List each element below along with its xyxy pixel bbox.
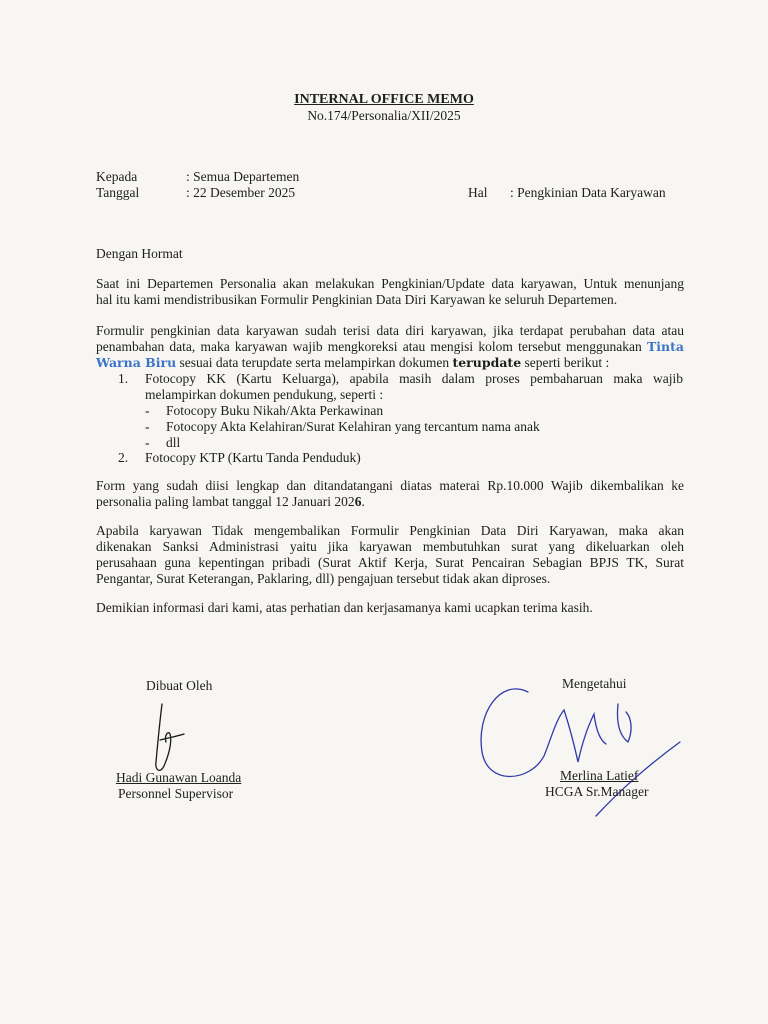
bold-term: terupdate <box>452 355 522 370</box>
paragraph-line: Saat ini Departemen Personalia akan melakukan Pengkinian/Update data karyawan, Untuk menunjang <box>96 276 684 291</box>
tanggal-value: : 22 Desember 2025 <box>186 185 296 200</box>
list-dash: - <box>145 403 150 418</box>
list-subitem: Fotocopy Akta Kelahiran/Surat Kelahiran yang tercantum nama anak <box>166 419 540 434</box>
paragraph-line: hal itu kami mendistribusikan Formulir Pengkinian Data Diri Karyawan ke seluruh Departemen. <box>96 292 618 307</box>
blue-ink-highlight: Tinta <box>646 339 684 354</box>
paragraph-line: dikenakan Sanksi Administrasi yaitu jika karyawan membutuhkan surat yang dikeluarkan oleh <box>96 539 684 554</box>
tanggal-label: Tanggal <box>96 185 140 200</box>
handwritten-correction: 6 <box>354 494 362 509</box>
paragraph-line: perusahaan guna kepentingan pribadi (Surat Aktif Kerja, Surat Pencairan Sebagian BPJS TK, Surat <box>96 555 684 570</box>
memo-number: No.174/Personalia/XII/2025 <box>307 108 461 123</box>
list-dash: - <box>145 435 150 450</box>
blue-ink-highlight: Warna Biru <box>96 355 177 370</box>
paragraph-line <box>96 494 684 510</box>
list-item-continuation: melampirkan dokumen pendukung, seperti : <box>145 387 384 402</box>
signatory-role-left: Personnel Supervisor <box>118 786 234 801</box>
list-number: 1. <box>118 371 129 386</box>
paragraph-text: penambahan data, maka karyawan wajib mengkoreksi atau mengisi kolom tersebut menggunakan <box>96 339 647 354</box>
list-subitem: dll <box>166 435 181 450</box>
hal-value: : Pengkinian Data Karyawan <box>510 185 666 200</box>
paragraph-line: Apabila karyawan Tidak mengembalikan Formulir Pengkinian Data Diri Karyawan, maka akan <box>96 523 684 538</box>
paragraph-deadline <box>96 478 684 510</box>
paragraph-sanctions <box>96 523 684 587</box>
paragraph-text: personalia paling lambat tanggal 12 Januari 202 <box>96 494 355 509</box>
salutation: Dengan Hormat <box>96 246 183 261</box>
closing-statement: Demikian informasi dari kami, atas perhatian dan kerjasamanya kami ucapkan terima kasih. <box>96 600 593 615</box>
paragraph-line: Formulir pengkinian data karyawan sudah terisi data diri karyawan, jika terdapat perubahan data atau <box>96 323 684 338</box>
paragraph-intro <box>96 276 684 308</box>
paragraph-line <box>96 339 684 355</box>
paragraph-text: seperti berikut : <box>521 355 610 370</box>
signature-right-icon <box>470 674 690 824</box>
paragraph-text: sesuai data terupdate serta melampirkan dokumen <box>176 355 453 370</box>
signature-caption-left: Dibuat Oleh <box>146 678 213 693</box>
paragraph-text: . <box>361 494 365 509</box>
list-item: Fotocopy KK (Kartu Keluarga), apabila masih dalam proses pembaharuan maka wajib <box>145 371 683 386</box>
list-dash: - <box>145 419 150 434</box>
list-subitem: Fotocopy Buku Nikah/Akta Perkawinan <box>166 403 384 418</box>
signatory-name-left: Hadi Gunawan Loanda <box>116 770 242 785</box>
paragraph-line: Form yang sudah diisi lengkap dan ditandatangani diatas materai Rp.10.000 Wajib dikembalikan ke <box>96 478 684 493</box>
paragraph-line <box>96 355 684 371</box>
kepada-label: Kepada <box>96 169 138 184</box>
list-item: Fotocopy KTP (Kartu Tanda Penduduk) <box>145 450 361 465</box>
memo-title: INTERNAL OFFICE MEMO <box>294 92 474 107</box>
paragraph-line: Pengantar, Surat Keterangan, Paklaring, dll) pengajuan tersebut tidak akan diproses. <box>96 571 551 586</box>
hal-label: Hal <box>468 185 488 200</box>
signatory-name-right: Merlina Latief <box>560 768 639 783</box>
signatory-role-right: HCGA Sr.Manager <box>545 784 649 799</box>
kepada-value: : Semua Departemen <box>186 169 300 184</box>
signature-caption-right: Mengetahui <box>562 676 627 691</box>
paragraph-instructions <box>96 323 684 371</box>
signature-left-icon <box>140 700 190 780</box>
list-number: 2. <box>118 450 129 465</box>
